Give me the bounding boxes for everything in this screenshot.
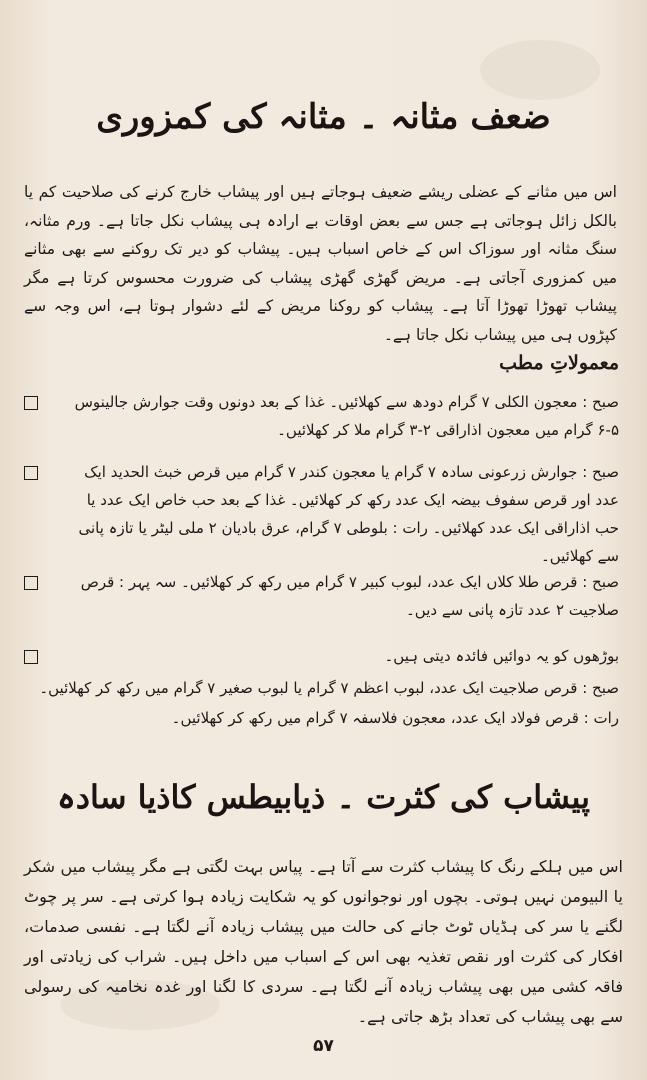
list-item	[28, 458, 619, 570]
list-item	[28, 642, 619, 670]
checkbox-icon	[24, 576, 38, 590]
intro-paragraph: اس میں مثانے کے عضلی ریشے ضعیف ہوجاتے ہیں اور پیشاب خارج کرنے کی صلاحیت کم یا بالکل زائل ہوجاتی ہے جس سے بعض اوقات بے ارادہ ہی پیشاب نکل جاتا ہے۔ ورم مثانہ، سنگ مثانہ اور سوزاک اس کے خاص اسباب ہیں۔ پیشاب کو دیر تک روکنے سے بھی مثانے میں کمزوری آجاتی ہے۔ مریض گھڑی گھڑی پیشاب کی ضرورت محسوس کرتا ہے مگر پیشاب تھوڑا تھوڑا آتا ہے۔ پیشاب کو روکنا مریض کے لئے دشوار ہوتا ہے، اس وجہ سے کپڑوں ہی میں پیشاب نکل جاتا ہے۔	[24, 183, 617, 344]
prescription-line: رات : قرص فولاد ایک عدد، معجون فلاسفہ ۷ گرام میں رکھ کر کھلائیں۔	[171, 709, 619, 727]
list-item-text: صبح : قرص طلا کلاں ایک عدد، لبوب کبیر ۷ گرام میں رکھ کر کھلائیں۔ سہ پہر : قرص صلاجیت ۲ عدد تازہ پانی سے دیں۔	[80, 573, 619, 619]
list-item-text: صبح : جوارش زرعونی سادہ ۷ گرام یا معجون کندر ۷ گرام میں قرص خبث الحدید ایک عدد اور قرص سفوف بیضہ ایک عدد رکھ کر کھلائیں۔ غذا کے بعد حب خاص ایک عدد یا حب اذاراقی ایک عدد کھلائیں۔ رات : بلوطی ۷ گرام، عرق بادیان ۲ ملی لیٹر یا تازہ پانی سے کھلائیں۔	[78, 463, 619, 565]
section-title-bladder-weakness: ضعف مثانہ ۔ مثانہ کی کمزوری	[96, 97, 551, 137]
checkbox-icon	[24, 650, 38, 664]
paper-stain	[480, 40, 600, 100]
section-title-frequent-urination: پیشاب کی کثرت ۔ ذیابیطس کاذیا سادہ	[56, 778, 591, 816]
list-item-text: بوڑھوں کو یہ دوائیں فائدہ دیتی ہیں۔	[384, 647, 619, 665]
checkbox-icon	[24, 466, 38, 480]
list-item-text: صبح : معجون الکلی ۷ گرام دودھ سے کھلائیں۔ غذا کے بعد دونوں وقت جوارش جالینوس ۵-۶ گرام میں معجون اذاراقی ۲-۳ گرام ملا کر کھلائیں۔	[74, 393, 619, 439]
checkbox-icon	[24, 396, 38, 410]
diabetes-paragraph: اس میں ہلکے رنگ کا پیشاب کثرت سے آتا ہے۔ پیاس بہت لگتی ہے مگر پیشاب میں شکر یا البیومن نہیں ہوتی۔ بچوں اور نوجوانوں کو یہ شکایت زیادہ ہوا کرتی ہے۔ سر پر چوٹ لگنے یا سر کی ہڈیاں ٹوٹ جانے کی حالت میں پیشاب زیادہ آنے لگتا ہے۔ نفسی صدمات، افکار کی کثرت اور نقص تغذیہ بھی اس کے اسباب میں داخل ہیں۔ شراب کی زیادتی اور فاقہ کشی میں بھی پیشاب زیادہ آنے لگتا ہے۔ سردی کا لگنا اور غدہ نخامیہ کی رسولی سے بھی پیشاب کی تعداد بڑھ جاتی ہے۔	[24, 857, 623, 1026]
list-item	[28, 388, 619, 444]
prescription-line: صبح : قرص صلاجیت ایک عدد، لبوب اعظم ۷ گرام یا لبوب صغیر ۷ گرام میں رکھ کر کھلائیں۔	[39, 679, 619, 697]
page-number: ۵۷	[313, 1036, 334, 1056]
clinic-routines-heading: معمولاتِ مطب	[499, 352, 619, 374]
list-item	[28, 568, 619, 624]
